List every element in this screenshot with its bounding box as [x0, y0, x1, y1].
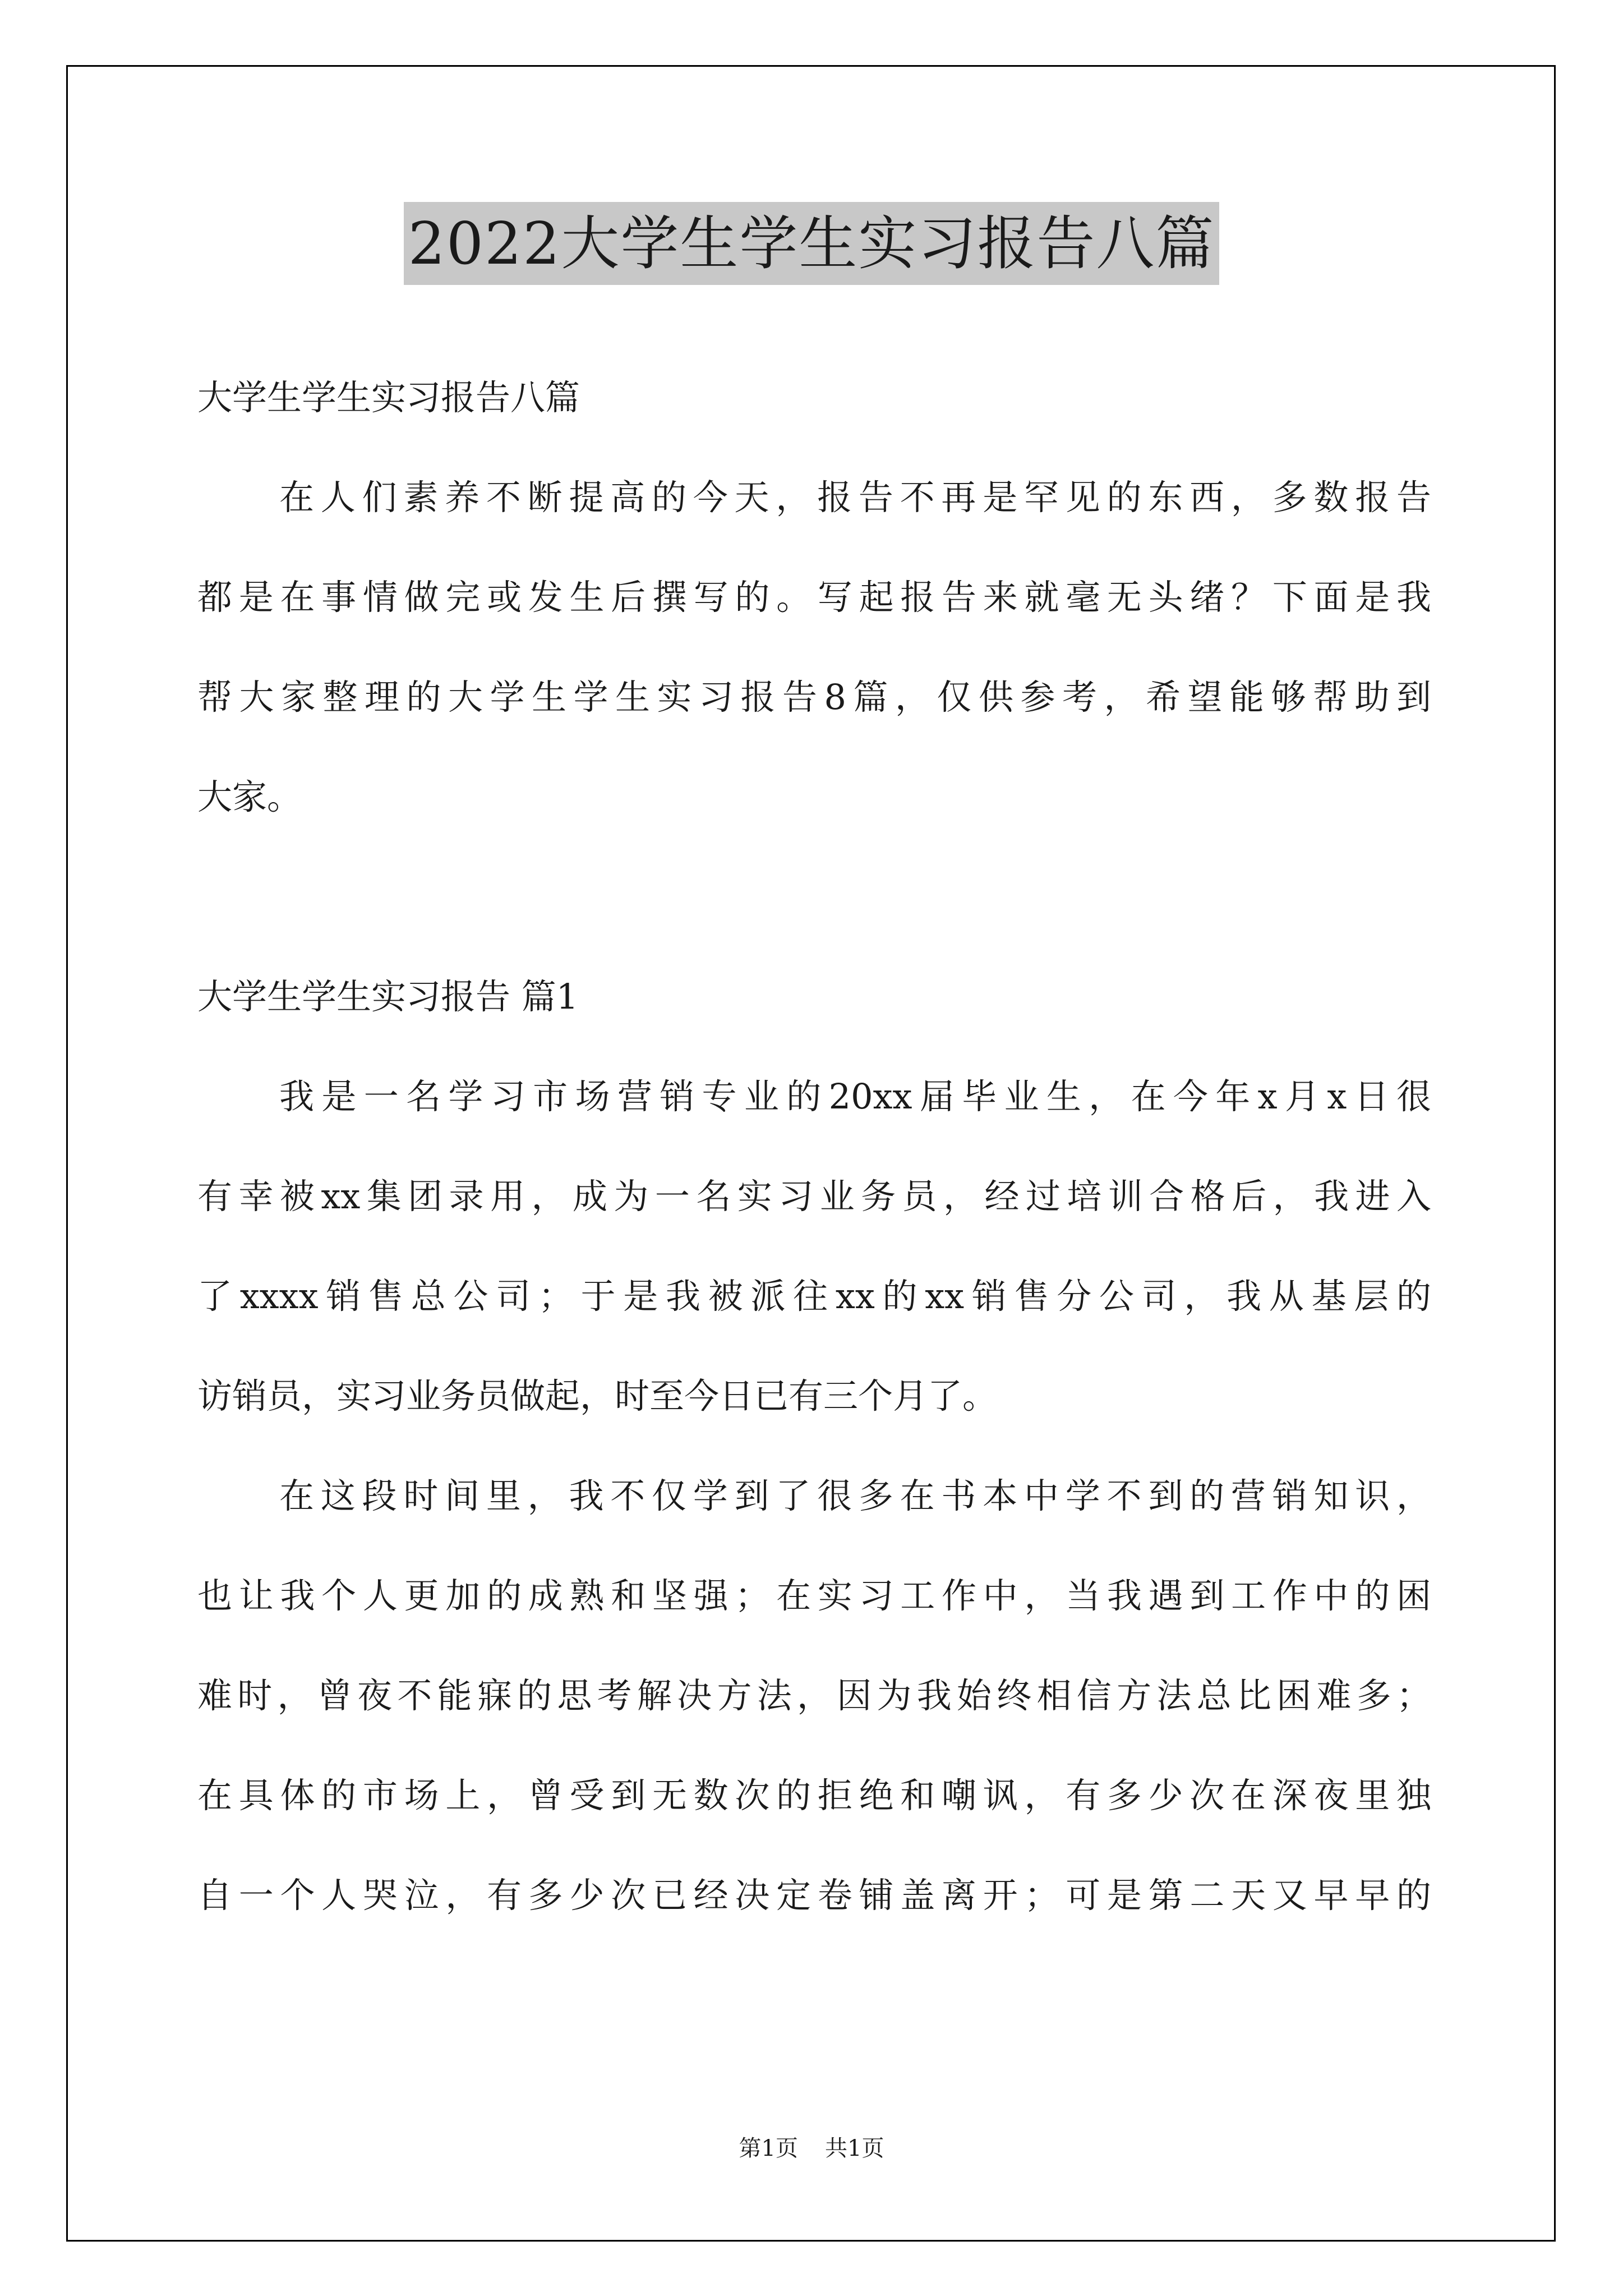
- page-total: 共1页: [825, 2136, 884, 2161]
- paragraph-line: 了xxxx销售总公司；于是我被派往xx的xx销售分公司，我从基层的: [197, 1276, 1431, 1317]
- page-footer: [0, 2132, 1623, 2165]
- title-wrapper: [0, 202, 1623, 285]
- paragraph-line: 有幸被xx集团录用，成为一名实习业务员，经过培训合格后，我进入: [197, 1176, 1431, 1217]
- paragraph-line: 我是一名学习市场营销专业的20xx届毕业生，在今年x月x日很: [279, 1076, 1431, 1117]
- intro-line: 在人们素养不断提高的今天，报告不再是罕见的东西，多数报告: [279, 477, 1431, 518]
- document-title: 2022大学生学生实习报告八篇: [404, 202, 1220, 285]
- paragraph-line: 访销员，实习业务员做起，时至今日已有三个月了。: [197, 1375, 998, 1416]
- paragraph-line: 自一个人哭泣，有多少次已经决定卷铺盖离开；可是第二天又早早的: [197, 1875, 1431, 1916]
- paragraph-line: 也让我个人更加的成熟和坚强；在实习工作中，当我遇到工作中的困: [197, 1575, 1431, 1616]
- intro-line: 大家。: [197, 776, 302, 817]
- paragraph-line: 在具体的市场上，曾受到无数次的拒绝和嘲讽，有多少次在深夜里独: [197, 1775, 1431, 1816]
- blank-line: [197, 847, 1431, 947]
- document-body: [197, 348, 1431, 1945]
- intro-line: 都是在事情做完或发生后撰写的。写起报告来就毫无头绪？下面是我: [197, 577, 1431, 618]
- paragraph-line: 在这段时间里，我不仅学到了很多在书本中学不到的营销知识，: [279, 1475, 1431, 1516]
- page-number: 第1页: [739, 2136, 798, 2161]
- intro-line: 帮大家整理的大学生学生实习报告8篇，仅供参考，希望能够帮助到: [197, 677, 1431, 717]
- document-subtitle: 大学生学生实习报告八篇: [197, 377, 580, 418]
- paragraph-line: 难时，曾夜不能寐的思考解决方法，因为我始终相信方法总比困难多；: [197, 1675, 1431, 1716]
- section-heading: 大学生学生实习报告 篇1: [197, 976, 579, 1017]
